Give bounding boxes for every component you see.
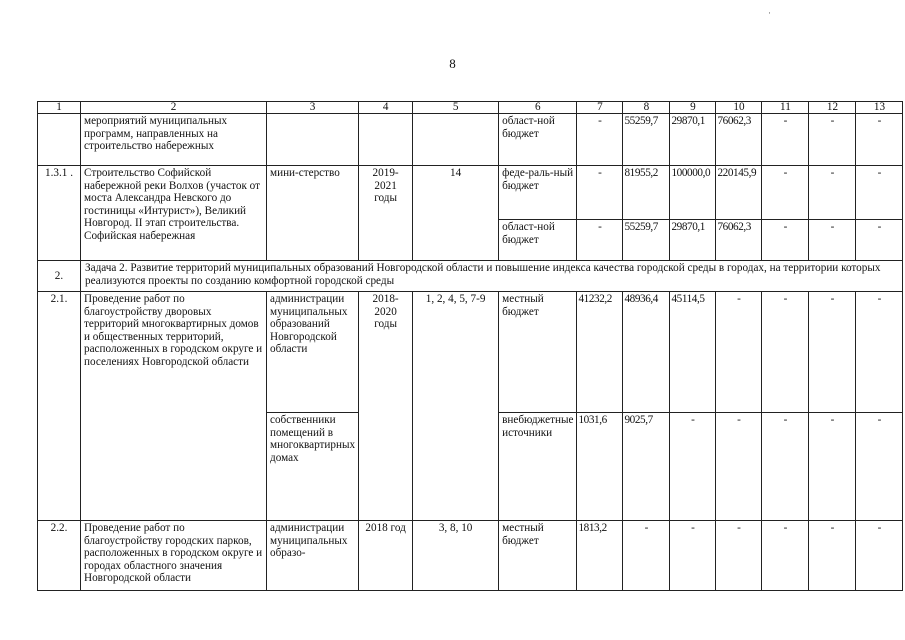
value-cell: -: [577, 114, 623, 166]
value-cell: -: [856, 114, 903, 166]
value-cell: -: [762, 292, 809, 413]
value-cell: -: [809, 114, 856, 166]
header-cell: 12: [809, 102, 856, 114]
indicators: 14: [413, 166, 499, 261]
value-cell: -: [762, 220, 809, 261]
funding-source: местный бюджет: [499, 292, 577, 413]
measure-name: Проведение работ по благоустройству городских парков, расположенных в городском округе и городах областного значения Новгородской области: [81, 521, 267, 591]
executor: собственники помещений в многоквартирных домах: [267, 413, 359, 521]
value-cell: 76062,3: [716, 114, 762, 166]
value-cell: -: [577, 166, 623, 220]
value-cell: 76062,3: [716, 220, 762, 261]
measure-name: мероприятий муниципальных программ, направленных на строительство набережных: [81, 114, 267, 166]
value-cell: -: [716, 413, 762, 521]
value-cell: -: [856, 166, 903, 220]
value-cell: 1031,6: [577, 413, 623, 521]
funding-source: област-ной бюджет: [499, 114, 577, 166]
value-cell: -: [856, 521, 903, 591]
table-row: [38, 521, 903, 591]
value-cell: -: [762, 413, 809, 521]
header-cell: 6: [499, 102, 577, 114]
row-number: 2.1.: [38, 292, 81, 521]
header-cell: 8: [623, 102, 670, 114]
value-cell: -: [623, 521, 670, 591]
table-row: [38, 166, 903, 220]
header-cell: 1: [38, 102, 81, 114]
value-cell: -: [809, 521, 856, 591]
value-cell: -: [670, 413, 716, 521]
row-number: 1.3.1 .: [38, 166, 81, 261]
executor: мини-стерство: [267, 166, 359, 261]
executor: администрации муниципальных образований Новгородской области: [267, 292, 359, 413]
value-cell: -: [809, 166, 856, 220]
years: 2019-2021 годы: [359, 166, 413, 261]
value-cell: 48936,4: [623, 292, 670, 413]
header-cell: 4: [359, 102, 413, 114]
indicators: 3, 8, 10: [413, 521, 499, 591]
value-cell: -: [856, 292, 903, 413]
value-cell: 29870,1: [670, 114, 716, 166]
funding-source: местный бюджет: [499, 521, 577, 591]
measure-name: Проведение работ по благоустройству дворовых территорий многоквартирных домов и общественных территорий, расположенных в городском округе и поселениях Новгородской области: [81, 292, 267, 521]
table-row: [38, 292, 903, 413]
header-cell: 9: [670, 102, 716, 114]
value-cell: -: [809, 292, 856, 413]
value-cell: -: [809, 413, 856, 521]
table-row: [38, 114, 903, 166]
value-cell: -: [716, 292, 762, 413]
value-cell: -: [809, 220, 856, 261]
value-cell: -: [856, 220, 903, 261]
value-cell: -: [762, 521, 809, 591]
header-cell: 5: [413, 102, 499, 114]
row-number: 2.: [38, 261, 81, 292]
row-number: 2.2.: [38, 521, 81, 591]
value-cell: -: [716, 521, 762, 591]
header-cell: 2: [81, 102, 267, 114]
funding-source: феде-раль-ный бюджет: [499, 166, 577, 220]
header-cell: 13: [856, 102, 903, 114]
header-cell: 7: [577, 102, 623, 114]
value-cell: -: [762, 166, 809, 220]
value-cell: -: [762, 114, 809, 166]
value-cell: -: [577, 220, 623, 261]
measure-name: Строительство Софийской набережной реки Волхов (участок от моста Александра Невского до гостиницы «Интурист»), Великий Новгород. II этап строительства. Софийская набережная: [81, 166, 267, 261]
value-cell: 9025,7: [623, 413, 670, 521]
header-cell: 3: [267, 102, 359, 114]
funding-source: внебюджетные источники: [499, 413, 577, 521]
task-row: [38, 261, 903, 292]
value-cell: 55259,7: [623, 114, 670, 166]
header-cell: 11: [762, 102, 809, 114]
plan-table: [37, 101, 903, 591]
header-cell: 10: [716, 102, 762, 114]
value-cell: -: [670, 521, 716, 591]
indicators: 1, 2, 4, 5, 7-9: [413, 292, 499, 521]
task-title: Задача 2. Развитие территорий муниципальных образований Новгородской области и повышение индекса качества городской среды в городах, на территории которых реализуются проекты по созданию комфортной городской среды: [81, 261, 903, 292]
value-cell: 55259,7: [623, 220, 670, 261]
value-cell: 81955,2: [623, 166, 670, 220]
value-cell: 220145,9: [716, 166, 762, 220]
corner-mark: ·: [768, 8, 771, 18]
funding-source: област-ной бюджет: [499, 220, 577, 261]
years: 2018-2020 годы: [359, 292, 413, 521]
value-cell: -: [856, 413, 903, 521]
executor: администрации муниципальных образо-: [267, 521, 359, 591]
value-cell: 1813,2: [577, 521, 623, 591]
value-cell: 45114,5: [670, 292, 716, 413]
page-number: 8: [449, 56, 456, 71]
value-cell: 29870,1: [670, 220, 716, 261]
header-row: [38, 102, 903, 114]
value-cell: 41232,2: [577, 292, 623, 413]
years: 2018 год: [359, 521, 413, 591]
value-cell: 100000,0: [670, 166, 716, 220]
